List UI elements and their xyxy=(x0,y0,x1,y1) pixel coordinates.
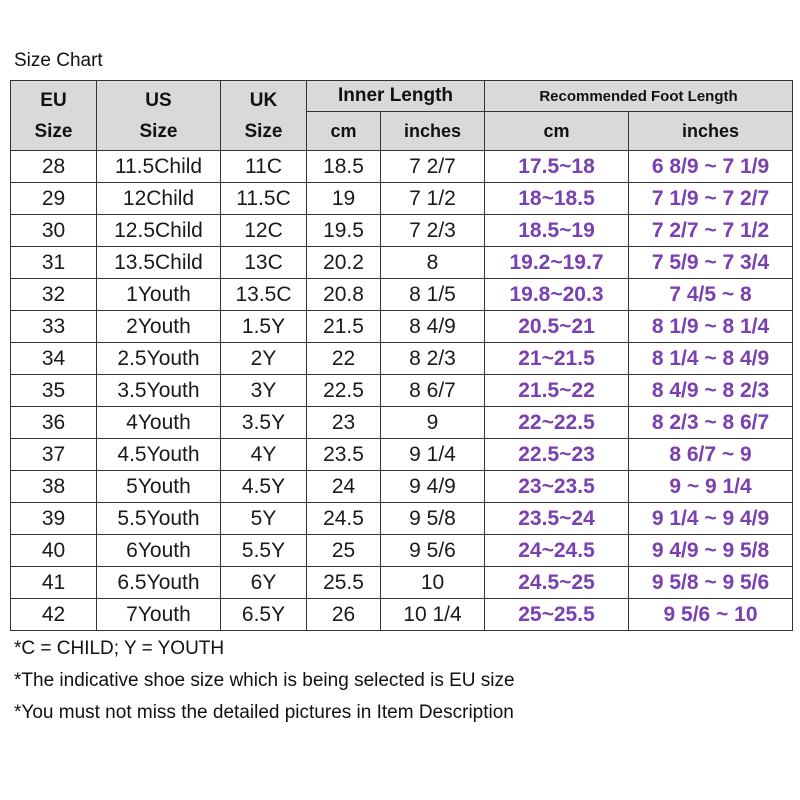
inner-inches-cell: 7 2/7 xyxy=(381,151,485,183)
eu-size-cell: 38 xyxy=(11,471,97,503)
us-size-cell: 2Youth xyxy=(97,311,221,343)
rec-inches-cell: 6 8/9 ~ 7 1/9 xyxy=(629,151,793,183)
rec-inches-cell: 9 ~ 9 1/4 xyxy=(629,471,793,503)
header-rec-cm: cm xyxy=(485,112,629,151)
inner-inches-cell: 9 5/6 xyxy=(381,535,485,567)
rec-inches-cell: 7 4/5 ~ 8 xyxy=(629,279,793,311)
uk-size-cell: 6.5Y xyxy=(221,599,307,631)
rec-inches-cell: 7 1/9 ~ 7 2/7 xyxy=(629,183,793,215)
rec-inches-cell: 8 4/9 ~ 8 2/3 xyxy=(629,375,793,407)
inner-inches-cell: 9 xyxy=(381,407,485,439)
header-inner-inches: inches xyxy=(381,112,485,151)
rec-cm-cell: 25~25.5 xyxy=(485,599,629,631)
rec-inches-cell: 8 1/9 ~ 8 1/4 xyxy=(629,311,793,343)
uk-size-cell: 3.5Y xyxy=(221,407,307,439)
us-size-cell: 4.5Youth xyxy=(97,439,221,471)
header-eu-line1: EU xyxy=(40,89,67,111)
uk-size-cell: 11.5C xyxy=(221,183,307,215)
rec-inches-cell: 9 5/8 ~ 9 5/6 xyxy=(629,567,793,599)
inner-inches-cell: 8 1/5 xyxy=(381,279,485,311)
eu-size-cell: 34 xyxy=(11,343,97,375)
rec-cm-cell: 23~23.5 xyxy=(485,471,629,503)
inner-cm-cell: 21.5 xyxy=(307,311,381,343)
inner-inches-cell: 9 4/9 xyxy=(381,471,485,503)
rec-inches-cell: 9 4/9 ~ 9 5/8 xyxy=(629,535,793,567)
footnote-legend: *C = CHILD; Y = YOUTH xyxy=(14,638,225,659)
page-title: Size Chart xyxy=(14,50,103,71)
uk-size-cell: 6Y xyxy=(221,567,307,599)
uk-size-cell: 2Y xyxy=(221,343,307,375)
rec-cm-cell: 21~21.5 xyxy=(485,343,629,375)
inner-cm-cell: 23 xyxy=(307,407,381,439)
header-inner-cm: cm xyxy=(307,112,381,151)
us-size-cell: 6Youth xyxy=(97,535,221,567)
us-size-cell: 5Youth xyxy=(97,471,221,503)
eu-size-cell: 28 xyxy=(11,151,97,183)
table-row xyxy=(11,439,793,471)
header-us-line2: Size xyxy=(139,120,178,142)
table-row xyxy=(11,247,793,279)
inner-inches-cell: 8 6/7 xyxy=(381,375,485,407)
inner-cm-cell: 19.5 xyxy=(307,215,381,247)
us-size-cell: 12.5Child xyxy=(97,215,221,247)
table-row xyxy=(11,503,793,535)
us-size-cell: 7Youth xyxy=(97,599,221,631)
us-size-cell: 5.5Youth xyxy=(97,503,221,535)
inner-cm-cell: 25.5 xyxy=(307,567,381,599)
size-chart-table xyxy=(10,80,793,631)
inner-cm-cell: 26 xyxy=(307,599,381,631)
header-uk-line1: UK xyxy=(249,89,278,111)
rec-inches-cell: 8 2/3 ~ 8 6/7 xyxy=(629,407,793,439)
table-row xyxy=(11,407,793,439)
table-row xyxy=(11,599,793,631)
eu-size-cell: 29 xyxy=(11,183,97,215)
uk-size-cell: 4.5Y xyxy=(221,471,307,503)
eu-size-cell: 31 xyxy=(11,247,97,279)
table-row xyxy=(11,343,793,375)
eu-size-cell: 36 xyxy=(11,407,97,439)
inner-cm-cell: 18.5 xyxy=(307,151,381,183)
eu-size-cell: 30 xyxy=(11,215,97,247)
inner-inches-cell: 8 xyxy=(381,247,485,279)
rec-cm-cell: 23.5~24 xyxy=(485,503,629,535)
eu-size-cell: 35 xyxy=(11,375,97,407)
inner-cm-cell: 24 xyxy=(307,471,381,503)
uk-size-cell: 13.5C xyxy=(221,279,307,311)
table-row xyxy=(11,215,793,247)
header-rec-inches: inches xyxy=(629,112,793,151)
footnotes xyxy=(14,638,515,734)
table-row xyxy=(11,471,793,503)
eu-size-cell: 40 xyxy=(11,535,97,567)
rec-cm-cell: 18~18.5 xyxy=(485,183,629,215)
inner-cm-cell: 20.8 xyxy=(307,279,381,311)
inner-inches-cell: 9 1/4 xyxy=(381,439,485,471)
us-size-cell: 1Youth xyxy=(97,279,221,311)
eu-size-cell: 39 xyxy=(11,503,97,535)
us-size-cell: 6.5Youth xyxy=(97,567,221,599)
inner-inches-cell: 7 2/3 xyxy=(381,215,485,247)
us-size-cell: 11.5Child xyxy=(97,151,221,183)
eu-size-cell: 41 xyxy=(11,567,97,599)
rec-cm-cell: 24~24.5 xyxy=(485,535,629,567)
inner-cm-cell: 25 xyxy=(307,535,381,567)
us-size-cell: 3.5Youth xyxy=(97,375,221,407)
us-size-cell: 4Youth xyxy=(97,407,221,439)
footnote-eu-size: *The indicative shoe size which is being selected is EU size xyxy=(14,670,515,691)
size-chart-body xyxy=(11,151,793,631)
table-row xyxy=(11,183,793,215)
uk-size-cell: 11C xyxy=(221,151,307,183)
header-uk-line2: Size xyxy=(244,120,283,142)
rec-cm-cell: 19.2~19.7 xyxy=(485,247,629,279)
table-row xyxy=(11,151,793,183)
header-recommended-foot-length: Recommended Foot Length xyxy=(485,81,793,112)
inner-cm-cell: 22 xyxy=(307,343,381,375)
uk-size-cell: 12C xyxy=(221,215,307,247)
header-eu-line2: Size xyxy=(34,120,73,142)
inner-cm-cell: 20.2 xyxy=(307,247,381,279)
rec-cm-cell: 21.5~22 xyxy=(485,375,629,407)
uk-size-cell: 5Y xyxy=(221,503,307,535)
inner-inches-cell: 10 1/4 xyxy=(381,599,485,631)
table-row xyxy=(11,535,793,567)
header-us-line1: US xyxy=(145,89,172,111)
header-inner-length: Inner Length xyxy=(307,81,485,112)
us-size-cell: 13.5Child xyxy=(97,247,221,279)
us-size-cell: 2.5Youth xyxy=(97,343,221,375)
header-uk-size xyxy=(221,81,307,151)
inner-inches-cell: 8 4/9 xyxy=(381,311,485,343)
inner-cm-cell: 23.5 xyxy=(307,439,381,471)
eu-size-cell: 32 xyxy=(11,279,97,311)
rec-cm-cell: 22.5~23 xyxy=(485,439,629,471)
uk-size-cell: 5.5Y xyxy=(221,535,307,567)
rec-inches-cell: 7 2/7 ~ 7 1/2 xyxy=(629,215,793,247)
rec-cm-cell: 18.5~19 xyxy=(485,215,629,247)
rec-cm-cell: 20.5~21 xyxy=(485,311,629,343)
inner-cm-cell: 19 xyxy=(307,183,381,215)
uk-size-cell: 13C xyxy=(221,247,307,279)
table-row xyxy=(11,279,793,311)
table-row xyxy=(11,567,793,599)
eu-size-cell: 33 xyxy=(11,311,97,343)
rec-cm-cell: 17.5~18 xyxy=(485,151,629,183)
eu-size-cell: 42 xyxy=(11,599,97,631)
inner-cm-cell: 24.5 xyxy=(307,503,381,535)
header-eu-size xyxy=(11,81,97,151)
uk-size-cell: 4Y xyxy=(221,439,307,471)
rec-inches-cell: 8 6/7 ~ 9 xyxy=(629,439,793,471)
table-row xyxy=(11,375,793,407)
eu-size-cell: 37 xyxy=(11,439,97,471)
inner-cm-cell: 22.5 xyxy=(307,375,381,407)
rec-inches-cell: 7 5/9 ~ 7 3/4 xyxy=(629,247,793,279)
inner-inches-cell: 10 xyxy=(381,567,485,599)
rec-inches-cell: 9 1/4 ~ 9 4/9 xyxy=(629,503,793,535)
uk-size-cell: 1.5Y xyxy=(221,311,307,343)
table-row xyxy=(11,311,793,343)
rec-cm-cell: 22~22.5 xyxy=(485,407,629,439)
rec-inches-cell: 9 5/6 ~ 10 xyxy=(629,599,793,631)
inner-inches-cell: 9 5/8 xyxy=(381,503,485,535)
footnote-item-description: *You must not miss the detailed pictures in Item Description xyxy=(14,702,514,723)
uk-size-cell: 3Y xyxy=(221,375,307,407)
inner-inches-cell: 8 2/3 xyxy=(381,343,485,375)
rec-inches-cell: 8 1/4 ~ 8 4/9 xyxy=(629,343,793,375)
rec-cm-cell: 19.8~20.3 xyxy=(485,279,629,311)
rec-cm-cell: 24.5~25 xyxy=(485,567,629,599)
header-us-size xyxy=(97,81,221,151)
us-size-cell: 12Child xyxy=(97,183,221,215)
inner-inches-cell: 7 1/2 xyxy=(381,183,485,215)
